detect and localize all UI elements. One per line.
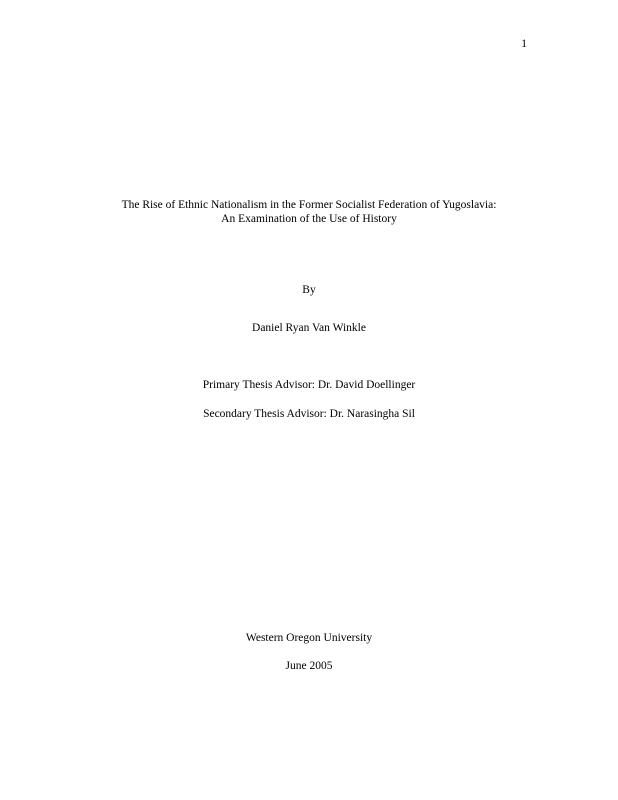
byline: By (302, 284, 316, 296)
thesis-title-line-2: An Examination of the Use of History (221, 213, 397, 225)
author-name: Daniel Ryan Van Winkle (252, 322, 366, 334)
submission-date: June 2005 (285, 660, 333, 672)
institution-name: Western Oregon University (245, 632, 373, 644)
page-number: 1 (521, 38, 527, 50)
primary-advisor: Primary Thesis Advisor: Dr. David Doellinger (202, 379, 416, 391)
thesis-title-line-1: The Rise of Ethnic Nationalism in the Former Socialist Federation of Yugoslavia: (121, 199, 497, 211)
secondary-advisor: Secondary Thesis Advisor: Dr. Narasingha Sil (203, 408, 415, 420)
thesis-title (0, 198, 618, 226)
